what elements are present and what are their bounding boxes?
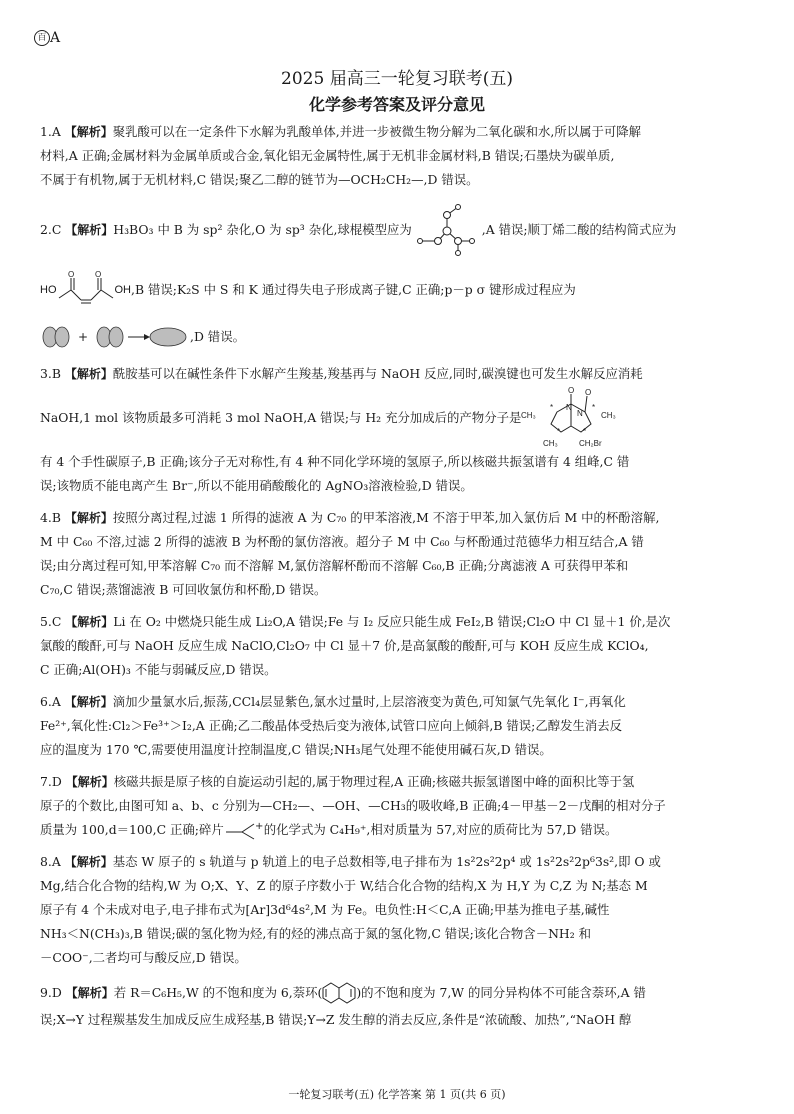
q3-tag: 【解析】 — [64, 367, 113, 381]
q1-number: 1.A — [40, 124, 61, 139]
q1-tag: 【解析】 — [64, 125, 113, 139]
q1-line2: 材料,A 正确;金属材料为金属单质或合金,氧化铝无金属特性,属于无机非金属材料,B 错误;石墨炔为碳单质, — [40, 148, 615, 163]
q7-number: 7.D — [40, 774, 62, 789]
q4-line3: 误;由分离过程可知,甲苯溶解 C₇₀ 而不溶解 M,氯仿溶解杯酚而不溶解 C₆₀,B 正确;分离滤液 A 可获得甲苯和 — [40, 558, 629, 573]
boric-acid-ball-stick-model — [412, 201, 482, 259]
q7-line3a: 质量为 100,d＝100,C 正确;碎片 — [40, 822, 224, 837]
q8-line1: 基态 W 原子的 s 轨道与 p 轨道上的电子总数相等,电子排布为 1s²2s²2p⁴ 或 1s²2s²2p⁶3s²,即 O 或 — [112, 854, 661, 869]
q3-number: 3.B — [40, 366, 61, 381]
svg-text:N: N — [577, 409, 584, 418]
q2-tag: 【解析】 — [65, 223, 114, 237]
answer-4 — [40, 506, 758, 602]
q6-line3: 应的温度为 170 ℃,需要使用温度计控制温度,C 错误;NH₃尾气处理不能使用碱石灰,D 错误。 — [40, 742, 552, 757]
q3-line2: NaOH,1 mol 该物质最多可消耗 3 mol NaOH,A 错误;与 H₂ 充分加成后的产物分子是 — [40, 410, 522, 425]
q3-mol-right: CH₃ — [601, 411, 617, 420]
q5-line3: C 正确;Al(OH)₃ 不能与弱碱反应,D 错误。 — [40, 662, 277, 677]
answer-9 — [40, 978, 758, 1032]
corner-circle-mark: 百 — [34, 30, 50, 46]
q3-line1: 酰胺基可以在碱性条件下水解产生羧基,羧基再与 NaOH 反应,同时,碳溴键也可发生水解反应消耗 — [112, 366, 643, 381]
hydrogenation-product-structure — [521, 386, 641, 450]
q2-line3: ,D 错误。 — [190, 329, 245, 344]
svg-text:*: * — [557, 427, 561, 436]
svg-text:*: * — [550, 403, 554, 412]
q7-line1: 核磁共振是原子核的自旋运动引起的,属于物理过程,A 正确;核磁共振氢谱图中峰的面积比等于氢 — [113, 774, 635, 789]
answer-3 — [40, 362, 758, 498]
q2-line1a: H₃BO₃ 中 B 为 sp² 杂化,O 为 sp³ 杂化,球棍模型应为 — [113, 222, 412, 237]
q5-tag: 【解析】 — [65, 615, 114, 629]
q3-mol-left: CH₃ — [521, 411, 537, 420]
q3-mol-bottom-left: CH₃ — [543, 439, 559, 448]
q5-line2: 氯酸的酸酐,可与 NaOH 反应生成 NaClO,Cl₂O₇ 中 Cl 显＋7 价,是高氯酸的酸酐,可与 KOH 反应生成 KClO₄, — [40, 638, 649, 653]
answer-8 — [40, 850, 758, 970]
q2-number: 2.C — [40, 222, 62, 237]
q2-line1b: ,A 错误;顺丁烯二酸的结构简式应为 — [481, 222, 677, 237]
q9-line2: 误;X→Y 过程羰基发生加成反应生成羟基,B 错误;Y→Z 发生醇的消去反应,条件是“浓硫酸、加热”,“NaOH 醇 — [40, 1012, 632, 1027]
q1-line3: 不属于有机物,属于无机材料,C 错误;聚乙二醇的链节为—OCH₂CH₂—,D 错误。 — [40, 172, 479, 187]
page-footer: 一轮复习联考(五) 化学答案 第 1 页(共 6 页) — [288, 1088, 506, 1101]
q4-number: 4.B — [40, 510, 61, 525]
answer-1 — [40, 120, 758, 192]
q6-tag: 【解析】 — [64, 695, 113, 709]
q4-tag: 【解析】 — [64, 511, 113, 525]
p-p-sigma-orbital-overlap — [40, 324, 190, 350]
q7-tag: 【解析】 — [65, 775, 114, 789]
page-subtitle: 化学参考答案及评分意见 — [308, 95, 485, 114]
q1-line1: 聚乳酸可以在一定条件下水解为乳酸单体,并进一步被微生物分解为二氧化碳和水,所以属于可降解 — [112, 124, 642, 139]
answer-content — [40, 120, 758, 1032]
q8-line5: －COO⁻,二者均可与酸反应,D 错误。 — [40, 950, 247, 965]
q3-mol-bottom-right: CH₂Br — [579, 439, 603, 448]
q9-tag: 【解析】 — [65, 986, 114, 1000]
q5-number: 5.C — [40, 614, 62, 629]
q8-line3: 原子有 4 个未成对电子,电子排布式为[Ar]3d⁶4s²,M 为 Fe。电负性:H＜C,A 正确;甲基为推电子基,碱性 — [40, 902, 610, 917]
svg-text:*: * — [583, 427, 587, 436]
q3-line3: 有 4 个手性碳原子,B 正确;该分子无对称性,有 4 种不同化学环境的氢原子,所以核磁共振氢谱有 4 组峰,C 错 — [40, 454, 630, 469]
q4-line1: 按照分离过程,过滤 1 所得的滤液 A 为 C₇₀ 的甲苯溶液,M 不溶于甲苯,加入氯仿后 M 中的杯酚溶解, — [112, 510, 660, 525]
answer-7 — [40, 770, 758, 842]
q4-line2: M 中 C₆₀ 不溶,过滤 2 所得的滤液 B 为杯酚的氯仿溶液。超分子 M 中 C₆₀ 与杯酚通过范德华力相互结合,A 错 — [40, 534, 644, 549]
q8-tag: 【解析】 — [64, 855, 113, 869]
q5-line1: Li 在 O₂ 中燃烧只能生成 Li₂O,A 错误;Fe 与 I₂ 反应只能生成 FeI₂,B 错误;Cl₂O 中 Cl 显＋1 价,是次 — [113, 614, 671, 629]
q9-number: 9.D — [40, 985, 62, 1000]
svg-text:O: O — [67, 270, 74, 279]
q2-line2c: ,B 错误;K₂S 中 S 和 K 通过得失电子形成离子键,C 正确;p－p σ 键形成过程应为 — [131, 282, 576, 297]
q9-line1a: 若 R＝C₆H₅,W 的不饱和度为 6,萘环( — [113, 985, 323, 1000]
q6-line2: Fe²⁺,氧化性:Cl₂＞Fe³⁺＞I₂,A 正确;乙二酸晶体受热后变为液体,试管口应向上倾斜,B 错误;乙醇发生消去反 — [40, 718, 623, 733]
q4-line4: C₇₀,C 错误;蒸馏滤液 B 可回收氯仿和杯酚,D 错误。 — [40, 582, 327, 597]
svg-text:*: * — [592, 403, 596, 412]
q8-number: 8.A — [40, 854, 61, 869]
q8-line4: NH₃＜N(CH₃)₃,B 错误;碳的氢化物为烃,有的烃的沸点高于氮的氢化物,C 错误;该化合物含－NH₂ 和 — [40, 926, 592, 941]
page-title: 2025 届高三一轮复习联考(五) — [281, 69, 513, 89]
maleic-acid-structure — [57, 270, 115, 310]
answer-5 — [40, 610, 758, 682]
svg-text:N: N — [566, 403, 573, 412]
svg-text:+: + — [254, 821, 264, 832]
q2-oh-label: OH — [114, 284, 131, 296]
svg-text:O: O — [585, 388, 592, 397]
naphthalene-ring-structure — [322, 982, 356, 1004]
q9-line1b: )的不饱和度为 7,W 的同分异构体不可能含萘环,A 错 — [356, 985, 646, 1000]
q7-line2: 原子的个数比,由图可知 a、b、c 分别为—CH₂—、—OH、—CH₃的吸收峰,B 正确;4－甲基－2－戊酮的相对分子 — [40, 798, 666, 813]
svg-text:O: O — [568, 386, 575, 395]
q8-line2: Mg,结合化合物的结构,W 为 O;X、Y、Z 的原子序数小于 W,结合化合物的结构,X 为 H,Y 为 C,Z 为 N;基态 M — [40, 878, 648, 893]
q6-number: 6.A — [40, 694, 61, 709]
svg-text:O: O — [94, 270, 101, 279]
tert-butyl-cation-fragment — [224, 819, 264, 841]
q2-ho-label: HO — [40, 284, 57, 296]
corner-mark — [34, 30, 60, 46]
answer-2 — [40, 200, 758, 354]
q6-line1: 滴加少量氯水后,振荡,CCl₄层显紫色,氯水过量时,上层溶液变为黄色,可知氯气先氧化 I⁻,再氧化 — [112, 694, 626, 709]
q3-line4: 误;该物质不能电离产生 Br⁻,所以不能用硝酸酸化的 AgNO₃溶液检验,D 错误。 — [40, 478, 473, 493]
corner-letter: A — [50, 30, 61, 46]
q7-line3b: 的化学式为 C₄H₉⁺,相对质量为 57,对应的质荷比为 57,D 错误。 — [263, 822, 618, 837]
svg-text:+: + — [78, 330, 89, 344]
answer-6 — [40, 690, 758, 762]
